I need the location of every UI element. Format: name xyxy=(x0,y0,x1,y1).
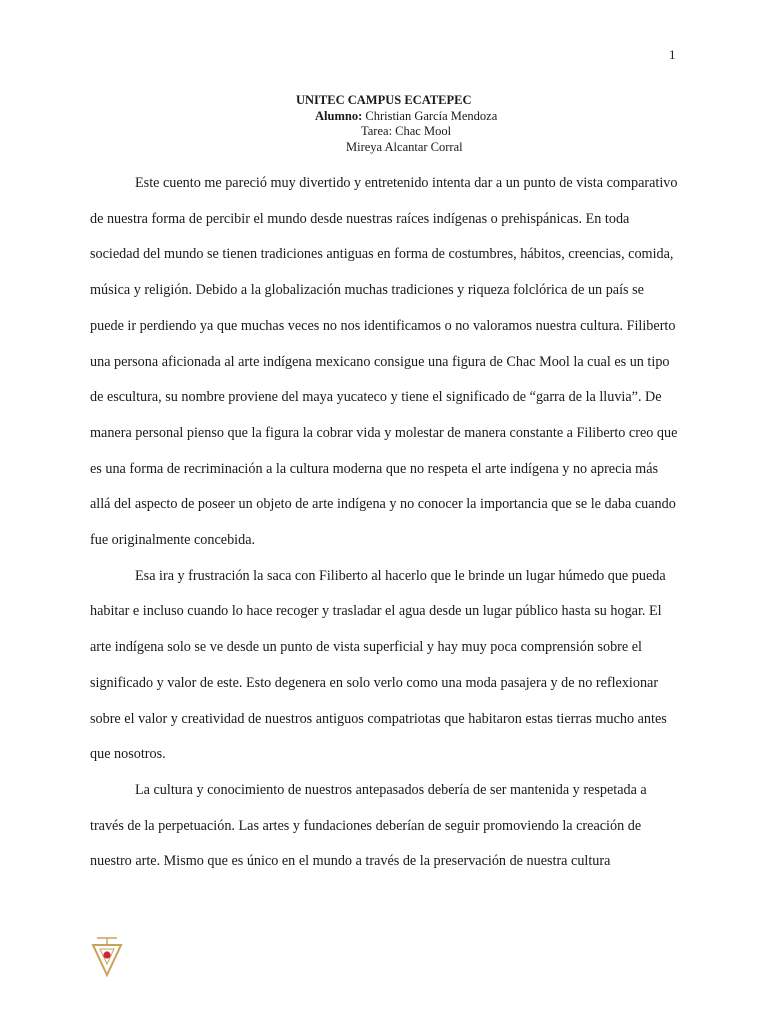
student-line xyxy=(315,109,768,125)
essay-body xyxy=(90,166,678,880)
student-label: Alumno: xyxy=(315,108,363,123)
document-header xyxy=(0,93,768,155)
school-name: UNITEC CAMPUS ECATEPEC xyxy=(296,93,472,107)
page-number: 1 xyxy=(669,47,676,62)
teacher-name: Mireya Alcantar Corral xyxy=(346,139,463,154)
paragraph-1: Este cuento me pareció muy divertido y entretenido intenta dar a un punto de vista comparativo de nuestra forma de percibir el mundo desde nuestras raíces indígenas o prehispánicas. En toda sociedad del mundo se tienen tradiciones antiguas en forma de costumbres, hábitos, creencias, comida, música y religión. Debido a la globalización muchas tradiciones y riqueza folclórica de un país se puede ir perdiendo ya que muchas veces no nos identificamos o no valoramos nuestra cultura. Filiberto una persona aficionada al arte indígena mexicano consigue una figura de Chac Mool la cual es un tipo de escultura, su nombre proviene del maya yucateco y tiene el significado de “garra de la lluvia”. De manera personal pienso que la figura la cobrar vida y molestar de manera constante a Filiberto creo que es una forma de recriminación a la cultura moderna que no respeta el arte indígena y no aprecia más allá del aspecto de poseer un objeto de arte indígena y no conocer la importancia que se le daba cuando fue originalmente concebida. xyxy=(90,175,678,549)
paragraph-2: Esa ira y frustración la saca con Filiberto al hacerlo que le brinde un lugar húmedo que pueda habitar e incluso cuando lo hace recoger y trasladar el agua desde un lugar público hasta su hogar. El arte indígena solo se ve desde un punto de vista superficial y hay muy poca comprensión sobre el significado y valor de este. Esto degenera en solo verlo como una moda pasajera y de no reflexionar sobre el valor y creatividad de nuestros antiguos compatriotas que habitaron estas tierras mucho antes que nosotros. xyxy=(90,567,667,763)
student-name: Christian García Mendoza xyxy=(362,108,498,123)
paragraph-3: La cultura y conocimiento de nuestros antepasados debería de ser mantenida y respetada a través de la perpetuación. Las artes y fundaciones deberían de seguir promoviendo la creación de nuestro arte. Mismo que es único en el mundo a través de la preservación de nuestra cultura xyxy=(90,781,647,870)
university-logo-icon xyxy=(89,935,125,979)
task-line: Tarea: Chac Mool xyxy=(361,124,452,138)
